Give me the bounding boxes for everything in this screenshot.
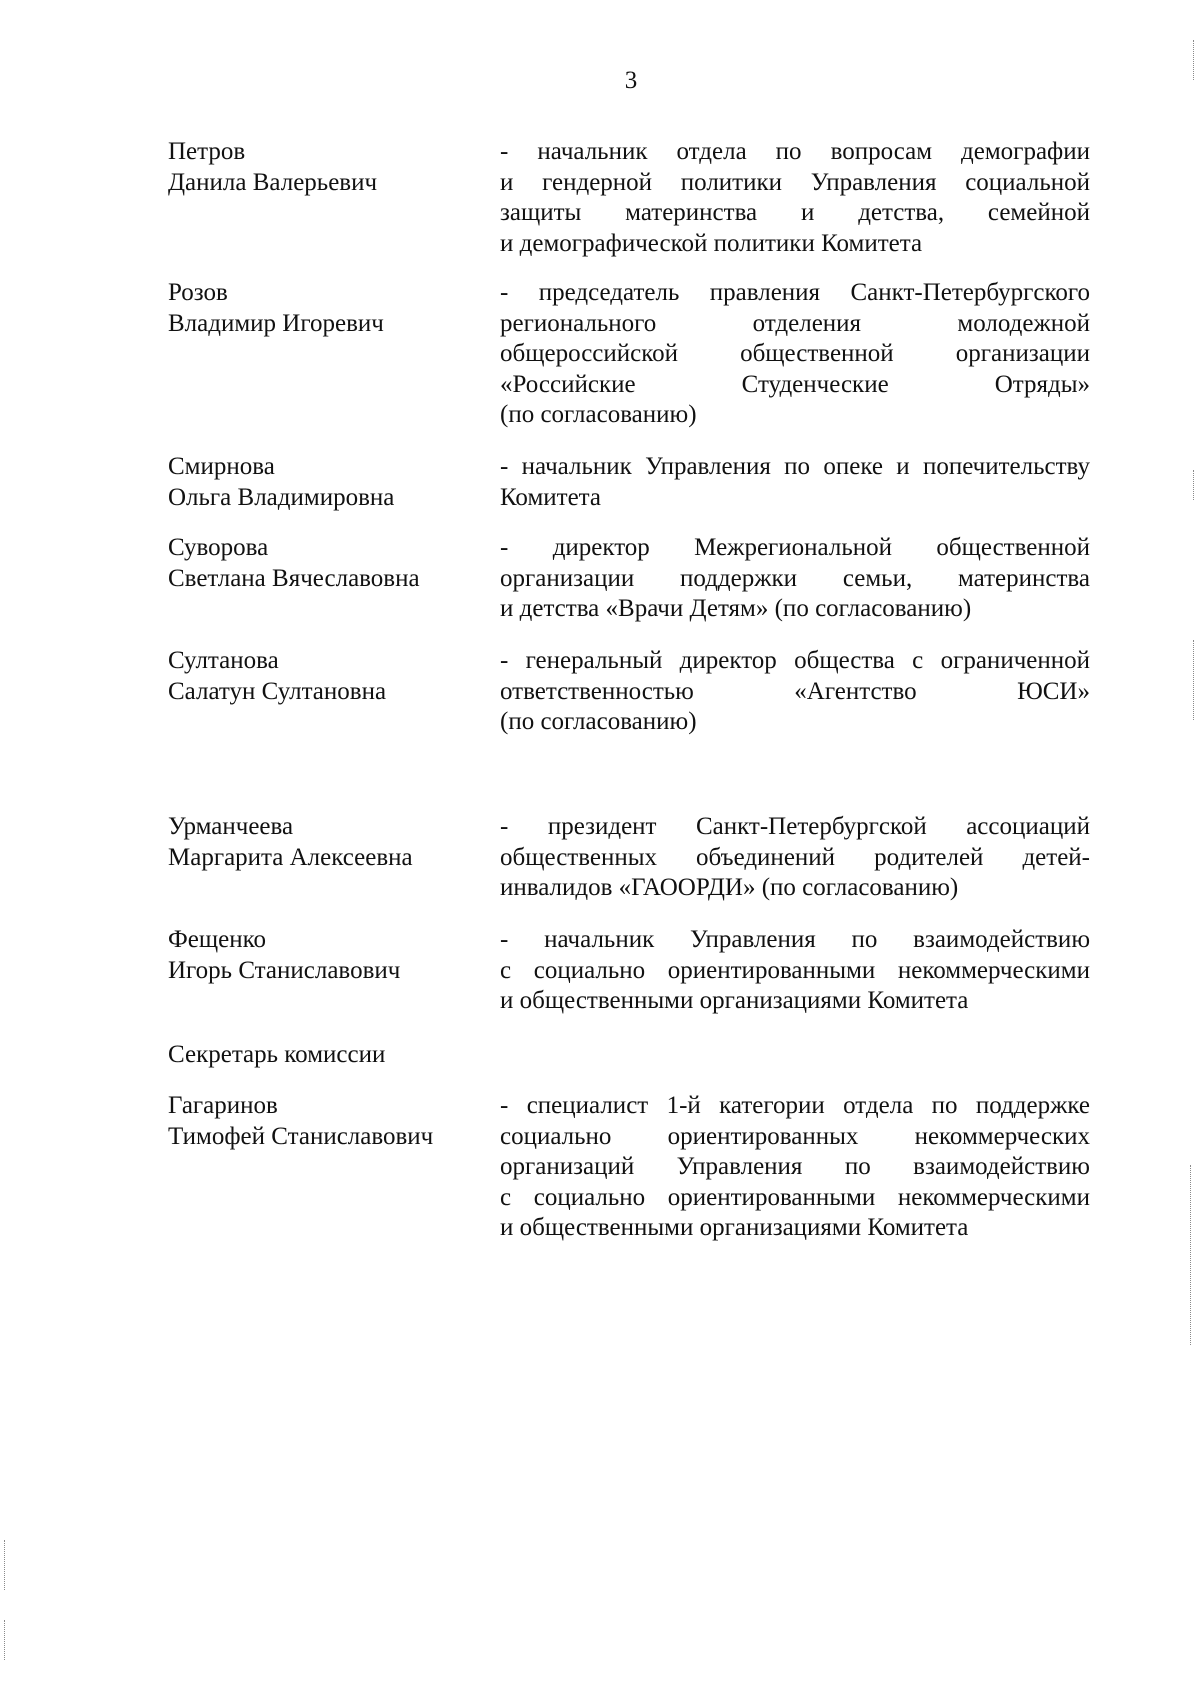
role-line: организации поддержки семьи, материнства [500,564,1090,592]
role-line: организаций Управления по взаимодействию [500,1153,1090,1180]
role-line: - начальник Управления по опеке и попечительству [500,453,1090,480]
member-surname: Фещенко [168,926,266,953]
role-line: регионального отделения молодежной [500,309,1090,337]
member-given-name: Владимир Игоревич [168,309,384,337]
role-line: защиты материнства и детства, семейной [500,199,1090,226]
member-name [168,925,488,986]
role-line: общественных объединений родителей детей- [500,843,1090,871]
member-role [500,646,1090,738]
secretary-surname: Гагаринов [168,1092,278,1119]
role-line: - начальник Управления по взаимодействию [500,926,1090,953]
member-name [168,812,488,873]
role-line: - генеральный директор общества с ограниченной [500,647,1090,674]
member-surname: Суворова [168,534,269,561]
member-name [168,137,488,198]
role-line: - директор Межрегиональной общественной [500,534,1090,561]
role-line: инвалидов «ГАООРДИ» (по согласованию) [500,874,959,901]
member-given-name: Светлана Вячеславовна [168,564,420,592]
member-name [168,646,488,707]
role-line: (по согласованию) [500,401,697,428]
member-given-name: Ольга Владимировна [168,483,395,511]
secretary-heading: Секретарь комиссии [168,1041,386,1068]
scan-artifact [1193,470,1195,500]
secretary-name [168,1091,488,1152]
page-number: 3 [624,67,638,94]
role-line: социально ориентированных некоммерческих [500,1122,1090,1150]
role-line: - президент Санкт-Петербургской ассоциаций [500,813,1090,840]
member-name [168,452,488,513]
role-line: и демографической политики Комитета [500,229,923,257]
role-line: Комитета [500,483,602,511]
member-role [500,925,1090,1017]
role-line: и гендерной политики Управления социальной [500,168,1090,196]
member-name [168,278,488,339]
scan-artifact [1193,640,1195,720]
member-role [500,533,1090,625]
member-surname: Султанова [168,647,279,674]
member-role [500,812,1090,904]
member-given-name: Данила Валерьевич [168,168,378,196]
role-line: с социально ориентированными некоммерческими [500,956,1090,984]
role-line: с социально ориентированными некоммерческими [500,1183,1090,1211]
member-role [500,452,1090,513]
role-line: общероссийской общественной организации [500,340,1090,367]
role-line: - начальник отдела по вопросам демографии [500,138,1090,165]
secretary-role [500,1091,1090,1244]
role-line: и детства «Врачи Детям» (по согласованию) [500,595,972,622]
role-line: «Российские Студенческие Отряды» [500,370,1090,398]
scan-artifact [1193,40,1195,80]
member-surname: Петров [168,138,246,165]
member-name [168,533,488,594]
member-surname: Смирнова [168,453,275,480]
role-line: - председатель правления Санкт-Петербургского [500,279,1090,306]
role-line: и общественными организациями Комитета [500,987,969,1014]
member-role [500,137,1090,259]
member-given-name: Салатун Султановна [168,677,387,705]
scan-artifact [4,1620,6,1660]
secretary-given-name: Тимофей Станиславович [168,1122,434,1150]
member-given-name: Маргарита Алексеевна [168,843,413,871]
role-line: ответственностью «Агентство ЮСИ» [500,677,1090,705]
member-surname: Розов [168,279,228,306]
member-given-name: Игорь Станиславович [168,956,401,984]
scan-artifact [4,1540,6,1590]
member-surname: Урманчеева [168,813,294,840]
role-line: и общественными организациями Комитета [500,1214,969,1241]
member-role [500,278,1090,431]
role-line: (по согласованию) [500,708,697,735]
role-line: - специалист 1-й категории отдела по поддержке [500,1092,1090,1119]
scan-artifact [1190,1165,1192,1345]
